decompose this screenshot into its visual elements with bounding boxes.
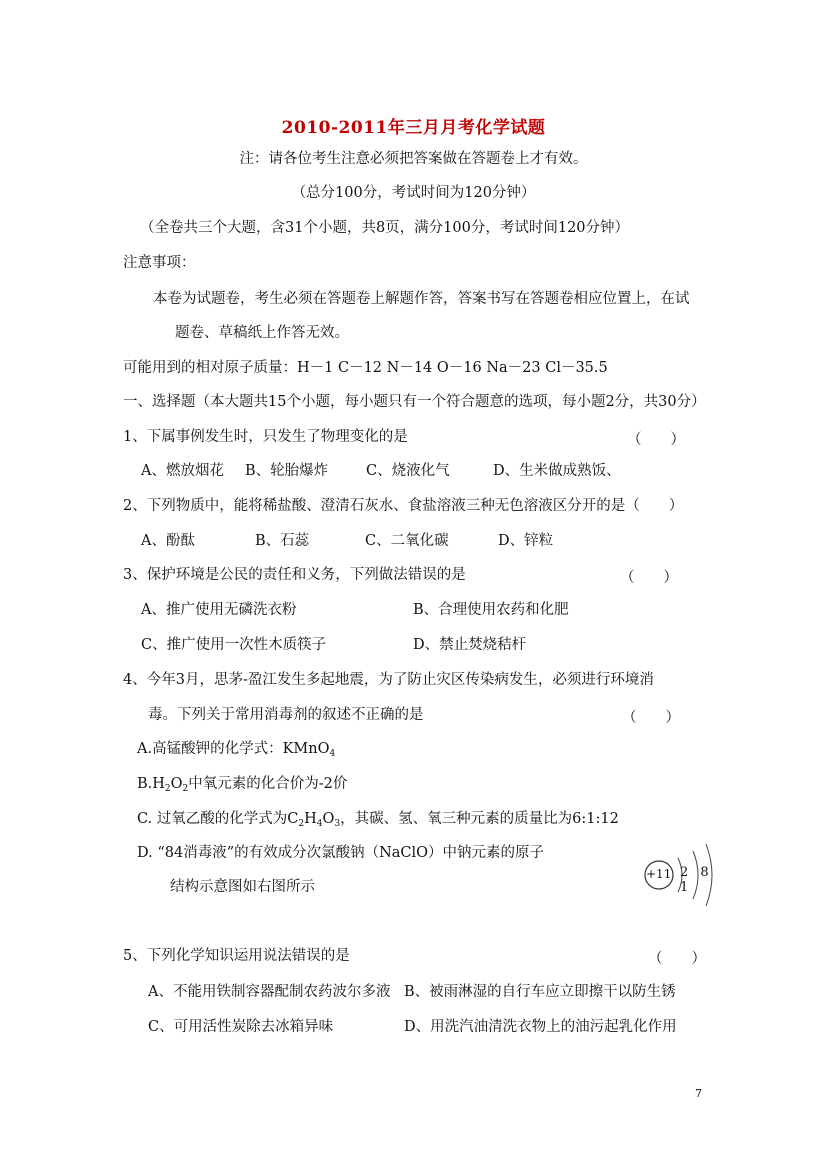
- notice-body-line-2: 题卷、草稿纸上作答无效。: [175, 325, 349, 341]
- question-2-option-a: A、酚酞: [141, 533, 195, 549]
- question-2-stem: 2、下列物质中，能将稀盐酸、澄清石灰水、食盐溶液三种无色溶液区分开的是（ ）: [123, 498, 684, 514]
- question-3-option-a: A、推广使用无磷洗衣粉: [141, 602, 297, 618]
- question-4-option-d-line-2: 结构示意图如右图所示: [170, 879, 315, 895]
- question-5-stem: 5、下列化学知识运用说法错误的是: [123, 948, 350, 964]
- question-4-answer-blank: （ ）: [622, 710, 680, 726]
- sodium-atom-structure-diagram: [640, 838, 722, 912]
- question-5-option-d: D、用洗汽油清洗衣物上的油污起乳化作用: [404, 1019, 677, 1035]
- atom-electron-shells: 2 8 1: [680, 865, 713, 895]
- question-3-answer-blank: （ ）: [620, 570, 678, 586]
- note-structure: （全卷共三个大题，含31个小题，共8页，满分100分，考试时间120分钟）: [140, 220, 630, 236]
- page-number: 7: [695, 1087, 702, 1100]
- question-1-option-d: D、生米做成熟饭、: [493, 463, 621, 479]
- note-score-time: （总分100分，考试时间为120分钟）: [291, 185, 536, 201]
- question-5-option-a: A、不能用铁制容器配制农药波尔多液: [148, 984, 391, 1000]
- question-4-option-a: A.高锰酸钾的化学式：KMnO$_4$: [137, 741, 336, 759]
- question-4-option-b: $B.H_2O_2$中氧元素的化合价为-2价: [137, 776, 348, 794]
- question-1-stem: 1、下属事例发生时，只发生了物理变化的是: [123, 429, 408, 445]
- question-2-option-d: D、锌粒: [498, 533, 554, 549]
- question-3-option-c: C、推广使用一次性木质筷子: [141, 637, 327, 653]
- question-3-stem: 3、保护环境是公民的责任和义务，下列做法错误的是: [123, 567, 466, 583]
- note-answer-sheet: 注：请各位考生注意必须把答案做在答题卷上才有效。: [239, 151, 588, 167]
- question-2-option-c: C、二氧化碳: [365, 533, 449, 549]
- question-3-option-d: D、禁止焚烧秸杆: [413, 637, 527, 653]
- question-5-answer-blank: （ ）: [648, 951, 706, 967]
- question-1-option-a: A、燃放烟花: [141, 463, 224, 479]
- question-3-option-b: B、合理使用农药和化肥: [413, 602, 569, 618]
- notice-heading: 注意事项：: [123, 255, 196, 271]
- question-4-stem-line-1: 4、今年3月，思茅-盈江发生多起地震，为了防止灾区传染病发生，必须进行环境消: [123, 672, 654, 688]
- question-4-option-d-line-1: D. “84消毒液”的有效成分次氯酸钠（NaClO）中钠元素的原子: [137, 845, 545, 861]
- question-4-stem-line-2: 毒。下列关于常用消毒剂的叙述不正确的是: [148, 707, 424, 723]
- atomic-masses: 可能用到的相对原子质量：H－1 C－12 N－14 O－16 Na－23 Cl－35.5: [123, 360, 608, 376]
- question-5-option-c: C、可用活性炭除去冰箱异味: [148, 1019, 334, 1035]
- atom-nucleus-charge: +11: [646, 867, 672, 881]
- question-5-option-b: B、被雨淋湿的自行车应立即擦干以防生锈: [404, 984, 676, 1000]
- section-heading: 一、选择题（本大题共15个小题，每小题只有一个符合题意的选项，每小题2分，共30分）: [123, 394, 706, 410]
- question-2-option-b: B、石蕊: [255, 533, 310, 549]
- exam-title: 2010-2011年三月月考化学试题: [281, 118, 546, 138]
- notice-body-line-1: 本卷为试题卷，考生必须在答题卷上解题作答，答案书写在答题卷相应位置上，在试: [153, 291, 690, 307]
- question-4-option-c: C. 过氧乙酸的化学式为$C_2H_4O_3$，其碳、氢、氧三种元素的质量比为6:1:12: [137, 811, 619, 829]
- question-1-option-c: C、烧液化气: [366, 463, 450, 479]
- question-1-answer-blank: （ ）: [627, 432, 685, 448]
- question-1-option-b: B、轮胎爆炸: [245, 463, 329, 479]
